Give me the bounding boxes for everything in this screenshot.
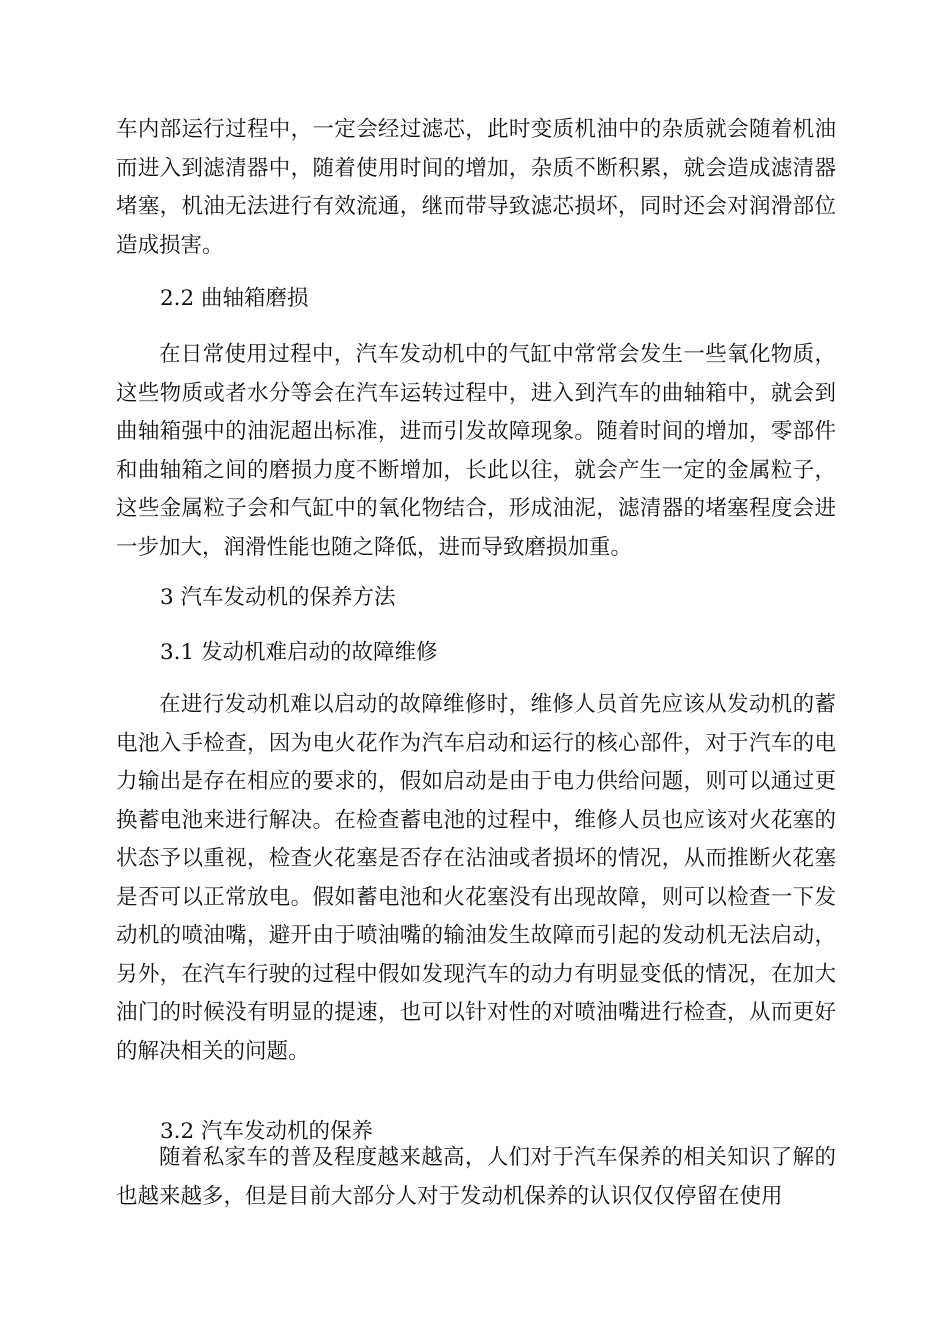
paragraph-oil-filter-clog: 车内部运行过程中，一定会经过滤芯，此时变质机油中的杂质就会随着机油而进入到滤清器中，随着使用时间的增加，杂质不断积累，就会造成滤清器堵塞，机油无法进行有效流通，继而带导致滤芯损坏，同时还会对润滑部位造成损害。: [116, 117, 836, 258]
heading-3-2-engine-maintenance: 3.2 汽车发动机的保养: [160, 1119, 374, 1144]
heading-3-maintenance-methods: 3 汽车发动机的保养方法: [160, 585, 396, 610]
paragraph-hard-start-repair: 在进行发动机难以启动的故障维修时，维修人员首先应该从发动机的蓄电池入手检查，因为电火花作为汽车启动和运行的核心部件，对于汽车的电力输出是存在相应的要求的，假如启动是由于电力供给问题，则可以通过更换蓄电池来进行解决。在检查蓄电池的过程中，维修人员也应该对火花塞的状态予以重视，检查火花塞是否存在沾油或者损坏的情况，从而推断火花塞是否可以正常放电。假如蓄电池和火花塞没有出现故障，则可以检查一下发动机的喷油嘴，避开由于喷油嘴的输油发生故障而引起的发动机无法启动，另外，在汽车行驶的过程中假如发现汽车的动力有明显变低的情况，在加大油门的时候没有明显的提速，也可以针对性的对喷油嘴进行检查，从而更好的解决相关的问题。: [116, 692, 836, 1064]
paragraph-crankcase-wear: 在日常使用过程中，汽车发动机中的气缸中常常会发生一些氧化物质，这些物质或者水分等会在汽车运转过程中，进入到汽车的曲轴箱中，就会到曲轴箱强中的油泥超出标准，进而引发故障现象。随着时间的增加，零部件和曲轴箱之间的磨损力度不断增加，长此以往，就会产生一定的金属粒子，这些金属粒子会和气缸中的氧化物结合，形成油泥，滤清器的堵塞程度会进一步加大，润滑性能也随之降低，进而导致磨损加重。: [116, 342, 836, 560]
heading-2-2-crankcase-wear: 2.2 曲轴箱磨损: [160, 286, 309, 311]
heading-3-1-hard-start-repair: 3.1 发动机难启动的故障维修: [160, 640, 438, 665]
paragraph-engine-maintenance: 随着私家车的普及程度越来越高，人们对于汽车保养的相关知识了解的也越来越多，但是目前大部分人对于发动机保养的认识仅仅停留在使用: [116, 1145, 836, 1209]
